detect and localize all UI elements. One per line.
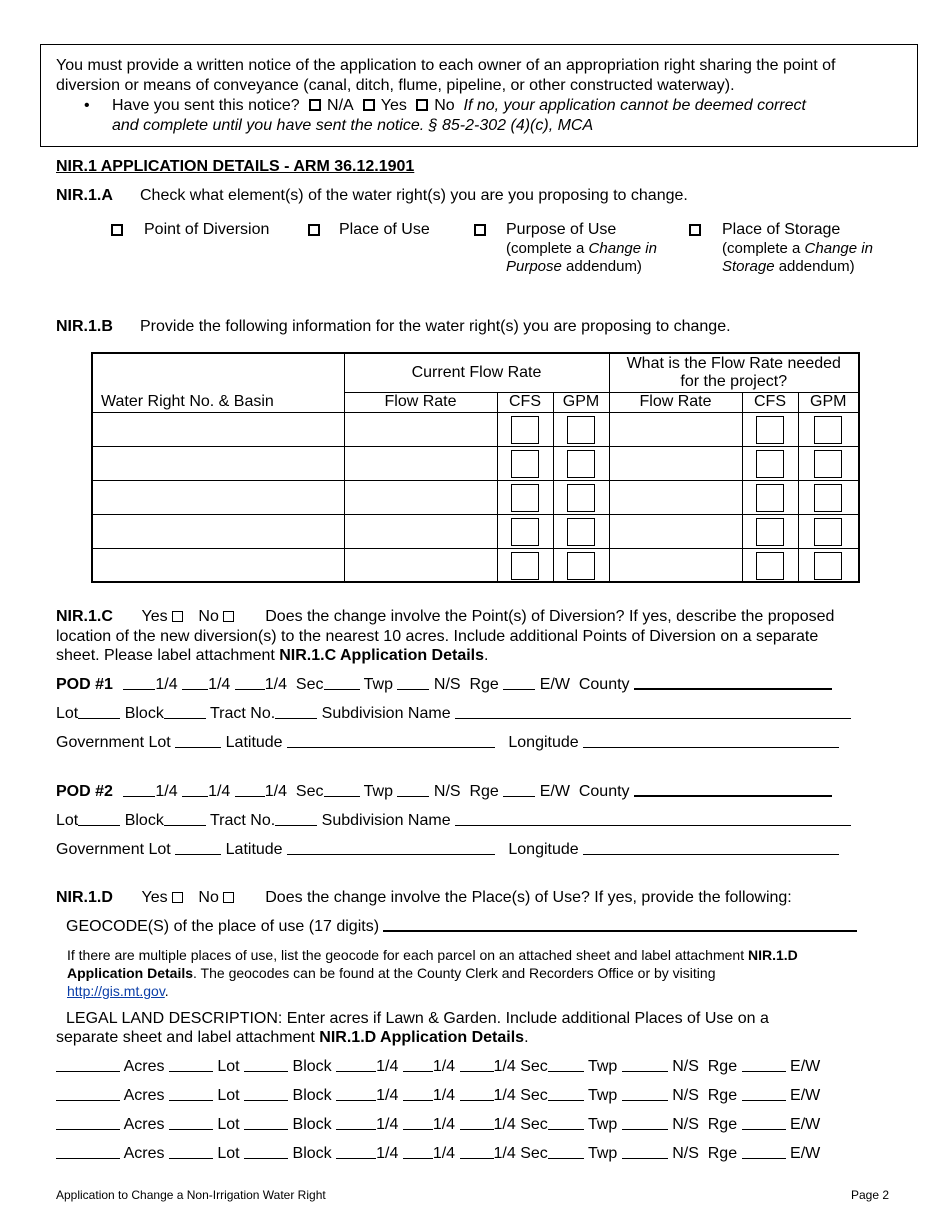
cfs-needed-box[interactable] <box>756 518 784 546</box>
gpm-box[interactable] <box>567 552 595 580</box>
nir-1c-text-2: location of the new diversion(s) to the nearest 10 acres. Include additional Points of Diversion on a separate <box>56 628 819 645</box>
purpose-note-2: Purpose addendum) <box>506 258 642 275</box>
col-gpm: GPM <box>553 392 609 412</box>
gpm-box[interactable] <box>567 416 595 444</box>
gpm-needed-box[interactable] <box>814 484 842 512</box>
notice-text-line2: diversion or means of conveyance (canal, ditch, flume, pipeline, or other constructed waterway). <box>56 77 735 94</box>
block-label: Block <box>292 1087 332 1104</box>
notice-na-checkbox[interactable] <box>309 99 321 111</box>
lot-label: Lot <box>217 1145 240 1162</box>
gov-lot-label: Government Lot <box>56 841 171 858</box>
county-label: County <box>578 676 630 693</box>
nir-1d-text: Does the change involve the Place(s) of Use? If yes, provide the following: <box>265 889 792 906</box>
nir-1c-yes-checkbox[interactable] <box>172 611 183 622</box>
pod2-subdivision-field[interactable] <box>455 812 851 826</box>
pod2-lot-row <box>56 812 851 830</box>
nir-1d-yes-label: Yes <box>141 889 168 906</box>
pod2-tract-field[interactable] <box>275 812 317 826</box>
water-right-cell[interactable] <box>92 514 344 548</box>
pod2-row <box>56 783 832 801</box>
needed-flow-cell[interactable] <box>609 480 742 514</box>
block-label: Block <box>292 1058 332 1075</box>
rge-label: Rge <box>707 1087 738 1104</box>
block-label: Block <box>292 1116 332 1133</box>
q-label: 1/4 <box>155 783 178 800</box>
twp-field[interactable] <box>622 1145 668 1159</box>
pod2-q2-field[interactable] <box>182 783 208 797</box>
q-label: 1/4 <box>432 1058 456 1075</box>
rge-field[interactable] <box>742 1145 786 1159</box>
rge-label: Rge <box>707 1058 738 1075</box>
pod2-latitude-field[interactable] <box>287 841 495 855</box>
geocode-row <box>66 918 857 936</box>
pod1-twp-field[interactable] <box>397 676 429 690</box>
table-row <box>92 514 859 548</box>
latitude-label: Latitude <box>225 734 283 751</box>
section-heading: NIR.1 APPLICATION DETAILS - ARM 36.12.1901 <box>56 158 415 175</box>
place-of-storage-label: Place of Storage <box>722 221 841 238</box>
rge-label: Rge <box>707 1145 738 1162</box>
cfs-needed-box[interactable] <box>756 484 784 512</box>
qsec-label: 1/4 Sec <box>493 1145 548 1162</box>
twp-label: Twp <box>587 1145 618 1162</box>
geocode-info-1: If there are multiple places of use, list the geocode for each parcel on an attached sheet and label attachment NIR.1.D <box>67 947 798 963</box>
col-water-right: Water Right No. & Basin <box>92 353 344 412</box>
twp-label: Twp <box>363 676 393 693</box>
lot-label: Lot <box>56 705 79 722</box>
pod2-rge-field[interactable] <box>503 783 535 797</box>
pod1-rge-field[interactable] <box>503 676 535 690</box>
acres-label: Acres <box>123 1087 165 1104</box>
place-of-use-checkbox[interactable] <box>308 224 320 236</box>
cfs-box[interactable] <box>511 484 539 512</box>
q-label: 1/4 <box>208 676 231 693</box>
q-label: 1/4 <box>376 1058 399 1075</box>
q-label: 1/4 <box>155 676 178 693</box>
cfs-box[interactable] <box>511 552 539 580</box>
qsec-label: 1/4 Sec <box>493 1087 548 1104</box>
flow-rate-table <box>91 352 860 583</box>
lot-field[interactable] <box>169 1116 213 1130</box>
notice-text-line1: You must provide a written notice of the application to each owner of an appropriation right sharing the point of <box>56 57 836 74</box>
block-label: Block <box>124 705 164 722</box>
subdivision-label: Subdivision Name <box>321 812 451 829</box>
notice-no-checkbox[interactable] <box>416 99 428 111</box>
flow-rate-cell[interactable] <box>344 446 497 480</box>
pod1-gov-row <box>56 734 839 752</box>
table-row <box>92 548 859 582</box>
longitude-label: Longitude <box>508 841 579 858</box>
cfs-needed-box[interactable] <box>756 416 784 444</box>
lot-field[interactable] <box>169 1145 213 1159</box>
table-row <box>92 446 859 480</box>
water-right-cell[interactable] <box>92 480 344 514</box>
lot-label: Lot <box>56 812 79 829</box>
rge-label: Rge <box>469 676 499 693</box>
legal-row <box>56 1145 820 1163</box>
storage-note-1: (complete a Change in <box>722 240 873 257</box>
twp-label: Twp <box>363 783 393 800</box>
opt-purpose-of-use[interactable] <box>474 222 488 240</box>
cfs-box[interactable] <box>511 518 539 546</box>
flow-rate-cell[interactable] <box>344 548 497 582</box>
rge-field[interactable] <box>742 1058 786 1072</box>
rge-label: Rge <box>707 1116 738 1133</box>
col-gpm-needed: GPM <box>798 392 859 412</box>
nir-1d-no-checkbox[interactable] <box>223 892 234 903</box>
purpose-note-1: (complete a Change in <box>506 240 657 257</box>
pod2-twp-field[interactable] <box>397 783 429 797</box>
notice-na-label: N/A <box>327 97 354 114</box>
pod1-latitude-field[interactable] <box>287 734 495 748</box>
q1-field[interactable] <box>336 1145 376 1159</box>
gpm-needed-box[interactable] <box>814 552 842 580</box>
q-label: 1/4 <box>432 1116 456 1133</box>
gpm-box[interactable] <box>567 450 595 478</box>
q-label: 1/4 <box>376 1145 399 1162</box>
nir-1d-row <box>56 889 792 907</box>
legal-row <box>56 1058 820 1076</box>
q1-field[interactable] <box>336 1116 376 1130</box>
subdivision-label: Subdivision Name <box>321 705 451 722</box>
rge-field[interactable] <box>742 1087 786 1101</box>
geocode-info-3: http://gis.mt.gov. <box>67 983 169 999</box>
pod1-lot-row <box>56 705 851 723</box>
flow-rate-cell[interactable] <box>344 514 497 548</box>
block-field[interactable] <box>244 1058 288 1072</box>
sec-label: Sec <box>295 676 324 693</box>
sec-label: Sec <box>295 783 324 800</box>
pod2-lot-field[interactable] <box>78 812 120 826</box>
ew-label: E/W <box>790 1116 821 1133</box>
cfs-box[interactable] <box>511 416 539 444</box>
q3-field[interactable] <box>460 1058 494 1072</box>
gpm-box[interactable] <box>567 484 595 512</box>
nir-1a-label: NIR.1.A <box>56 187 113 204</box>
storage-note-2: Storage addendum) <box>722 258 855 275</box>
col-flow-rate-needed: Flow Rate <box>609 392 742 412</box>
group-current-flow: Current Flow Rate <box>344 353 609 392</box>
pod2-sec-field[interactable] <box>324 783 360 797</box>
block-field[interactable] <box>244 1145 288 1159</box>
q3-field[interactable] <box>460 1145 494 1159</box>
ns-label: N/S <box>672 1087 699 1104</box>
q-label: 1/4 <box>208 783 231 800</box>
pod2-block-field[interactable] <box>164 812 206 826</box>
pod1-sec-field[interactable] <box>324 676 360 690</box>
group-needed-flow: What is the Flow Rate needed for the project? <box>609 353 859 392</box>
twp-field[interactable] <box>622 1087 668 1101</box>
gpm-needed-box[interactable] <box>814 518 842 546</box>
qsec-label: 1/4 Sec <box>493 1058 548 1075</box>
nir-1a-text: Check what element(s) of the water right(s) you are you proposing to change. <box>140 187 688 204</box>
place-of-use-label: Place of Use <box>339 221 430 238</box>
pod1-label: POD #1 <box>56 676 113 693</box>
nir-1d-label: NIR.1.D <box>56 889 113 906</box>
pod2-label: POD #2 <box>56 783 113 800</box>
cfs-box[interactable] <box>511 450 539 478</box>
col-cfs-needed: CFS <box>742 392 798 412</box>
sec-field[interactable] <box>548 1058 584 1072</box>
water-right-cell[interactable] <box>92 548 344 582</box>
flow-rate-cell[interactable] <box>344 412 497 446</box>
flow-rate-cell[interactable] <box>344 480 497 514</box>
q2-field[interactable] <box>403 1116 433 1130</box>
notice-bullet: • <box>84 97 90 114</box>
needed-flow-cell[interactable] <box>609 446 742 480</box>
ns-label: N/S <box>672 1145 699 1162</box>
q3-field[interactable] <box>460 1116 494 1130</box>
q1-field[interactable] <box>336 1087 376 1101</box>
geocode-info-2: Application Details. The geocodes can be found at the County Clerk and Recorders Office or by visiting <box>67 965 716 981</box>
pod2-longitude-field[interactable] <box>583 841 839 855</box>
nir-1c-no-checkbox[interactable] <box>223 611 234 622</box>
notice-warning-1: If no, your application cannot be deemed correct <box>463 97 806 114</box>
pod1-gov-lot-field[interactable] <box>175 734 221 748</box>
opt-place-of-use[interactable] <box>308 222 322 240</box>
point-of-diversion-checkbox[interactable] <box>111 224 123 236</box>
qsec-label: 1/4 Sec <box>493 1116 548 1133</box>
nir-1c-label: NIR.1.C <box>56 608 113 625</box>
q-label: 1/4 <box>432 1087 456 1104</box>
block-label: Block <box>124 812 164 829</box>
pod2-gov-lot-field[interactable] <box>175 841 221 855</box>
latitude-label: Latitude <box>225 841 283 858</box>
acres-label: Acres <box>123 1116 165 1133</box>
ns-label: N/S <box>672 1058 699 1075</box>
sec-field[interactable] <box>548 1145 584 1159</box>
needed-flow-cell[interactable] <box>609 412 742 446</box>
pod1-row <box>56 676 832 694</box>
tract-label: Tract No. <box>209 705 276 722</box>
pod1-q3-field[interactable] <box>235 676 265 690</box>
gis-link[interactable]: http://gis.mt.gov <box>67 983 165 999</box>
gpm-needed-box[interactable] <box>814 450 842 478</box>
lot-field[interactable] <box>169 1058 213 1072</box>
q-label: 1/4 <box>432 1145 456 1162</box>
gpm-box[interactable] <box>567 518 595 546</box>
county-label: County <box>578 783 630 800</box>
q-label: 1/4 <box>376 1087 399 1104</box>
point-of-diversion-label: Point of Diversion <box>144 221 270 238</box>
water-right-cell[interactable] <box>92 412 344 446</box>
lot-label: Lot <box>217 1116 240 1133</box>
nir-1d-no-label: No <box>198 889 219 906</box>
pod1-tract-field[interactable] <box>275 705 317 719</box>
pod1-block-field[interactable] <box>164 705 206 719</box>
q-label: 1/4 <box>264 676 288 693</box>
legal-row <box>56 1116 820 1134</box>
rge-field[interactable] <box>742 1116 786 1130</box>
block-label: Block <box>292 1145 332 1162</box>
needed-flow-cell[interactable] <box>609 514 742 548</box>
pod2-q1-field[interactable] <box>123 783 155 797</box>
acres-label: Acres <box>123 1145 165 1162</box>
nir-1b-text: Provide the following information for the water right(s) you are proposing to change. <box>140 318 731 335</box>
twp-label: Twp <box>587 1116 618 1133</box>
pod1-q1-field[interactable] <box>123 676 155 690</box>
notice-no-label: No <box>434 97 455 114</box>
pod1-county-field[interactable] <box>634 676 832 690</box>
legal-row <box>56 1087 820 1105</box>
table-row <box>92 480 859 514</box>
gpm-needed-box[interactable] <box>814 416 842 444</box>
q-label: 1/4 <box>264 783 288 800</box>
q-label: 1/4 <box>376 1116 399 1133</box>
ew-label: E/W <box>790 1058 821 1075</box>
legal-text-2: separate sheet and label attachment NIR.1.D Application Details. <box>56 1029 529 1046</box>
notice-warning-2: and complete until you have sent the notice. § 85-2-302 (4)(c), MCA <box>112 117 594 134</box>
acres-field[interactable] <box>56 1145 120 1159</box>
nir-1d-yes-checkbox[interactable] <box>172 892 183 903</box>
ew-label: E/W <box>539 676 570 693</box>
col-flow-rate: Flow Rate <box>344 392 497 412</box>
pod1-longitude-field[interactable] <box>583 734 839 748</box>
q1-field[interactable] <box>336 1058 376 1072</box>
sec-field[interactable] <box>548 1116 584 1130</box>
notice-question: Have you sent this notice? <box>112 97 300 114</box>
notice-yes-label: Yes <box>380 97 407 114</box>
lot-label: Lot <box>217 1058 240 1075</box>
longitude-label: Longitude <box>508 734 579 751</box>
ew-label: E/W <box>539 783 570 800</box>
page-number: Page 2 <box>851 1188 890 1202</box>
twp-field[interactable] <box>622 1058 668 1072</box>
ns-label: N/S <box>672 1116 699 1133</box>
place-of-storage-checkbox[interactable] <box>689 224 701 236</box>
pod1-lot-field[interactable] <box>78 705 120 719</box>
q2-field[interactable] <box>403 1087 433 1101</box>
pod1-subdivision-field[interactable] <box>455 705 851 719</box>
nir-1c-yes-label: Yes <box>141 608 168 625</box>
q2-field[interactable] <box>403 1145 433 1159</box>
twp-label: Twp <box>587 1087 618 1104</box>
table-row <box>92 412 859 446</box>
ns-label: N/S <box>433 783 461 800</box>
lot-field[interactable] <box>169 1087 213 1101</box>
nir-1c-no-label: No <box>198 608 219 625</box>
nir-1c-text-3: sheet. Please label attachment NIR.1.C Application Details. <box>56 647 489 664</box>
opt-place-of-storage[interactable] <box>689 222 703 240</box>
acres-field[interactable] <box>56 1087 120 1101</box>
acres-field[interactable] <box>56 1116 120 1130</box>
twp-label: Twp <box>587 1058 618 1075</box>
ew-label: E/W <box>790 1087 821 1104</box>
sec-field[interactable] <box>548 1087 584 1101</box>
pod2-county-field[interactable] <box>634 783 832 797</box>
tract-label: Tract No. <box>209 812 276 829</box>
purpose-of-use-checkbox[interactable] <box>474 224 486 236</box>
pod2-gov-row <box>56 841 839 859</box>
legal-text-1: LEGAL LAND DESCRIPTION: Enter acres if Lawn & Garden. Include additional Places of Use on a <box>66 1010 769 1027</box>
pod2-q3-field[interactable] <box>235 783 265 797</box>
water-right-cell[interactable] <box>92 446 344 480</box>
acres-field[interactable] <box>56 1058 120 1072</box>
nir-1c-row <box>56 608 834 626</box>
footer-title: Application to Change a Non-Irrigation Water Right <box>56 1188 326 1202</box>
notice-question-row <box>112 97 806 115</box>
block-field[interactable] <box>244 1087 288 1101</box>
needed-flow-cell[interactable] <box>609 548 742 582</box>
q3-field[interactable] <box>460 1087 494 1101</box>
ns-label: N/S <box>433 676 461 693</box>
cfs-needed-box[interactable] <box>756 450 784 478</box>
geocode-field[interactable] <box>383 918 857 932</box>
gov-lot-label: Government Lot <box>56 734 171 751</box>
q2-field[interactable] <box>403 1058 433 1072</box>
notice-yes-checkbox[interactable] <box>363 99 375 111</box>
acres-label: Acres <box>123 1058 165 1075</box>
ew-label: E/W <box>790 1145 821 1162</box>
purpose-of-use-label: Purpose of Use <box>506 221 617 238</box>
lot-label: Lot <box>217 1087 240 1104</box>
geocode-label: GEOCODE(S) of the place of use (17 digits) <box>66 918 380 935</box>
block-field[interactable] <box>244 1116 288 1130</box>
col-cfs: CFS <box>497 392 553 412</box>
cfs-needed-box[interactable] <box>756 552 784 580</box>
nir-1c-text-1: Does the change involve the Point(s) of Diversion? If yes, describe the proposed <box>265 608 835 625</box>
nir-1b-label: NIR.1.B <box>56 318 113 335</box>
rge-label: Rge <box>469 783 499 800</box>
pod1-q2-field[interactable] <box>182 676 208 690</box>
opt-point-of-diversion[interactable] <box>111 222 125 240</box>
twp-field[interactable] <box>622 1116 668 1130</box>
